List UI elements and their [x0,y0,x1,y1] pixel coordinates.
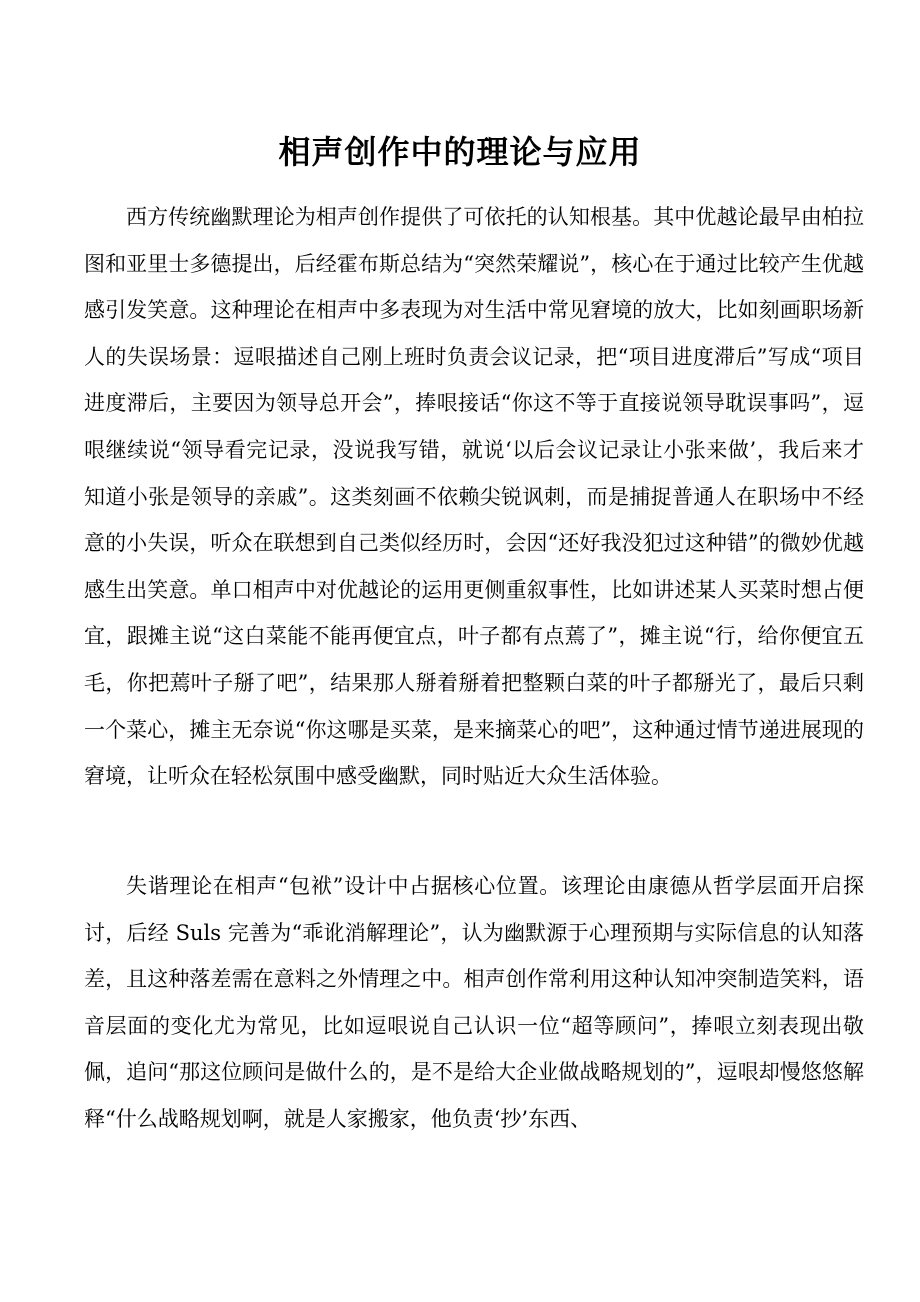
document-title: 相声创作中的理论与应用 [278,133,642,171]
body-paragraph-2: 失谐理论在相声“包袱”设计中占据核心位置。该理论由康德从哲学层面开启探讨，后经 Suls 完善为“乖讹消解理论”，认为幽默源于心理预期与实际信息的认知落差，且这种落差需在意料之外情理之中。相声创作常利用这种认知冲突制造笑料，语音层面的变化尤为常见，比如逗哏说自己认识一位“超等顾问”，捧哏立刻表现出敬佩，追问“那这位顾问是做什么的，是不是给大企业做战略规划的”，逗哏却慢悠悠解释“什么战略规划啊，就是人家搬家，他负责‘抄’东西、 [84,874,864,1131]
body-paragraph-1: 西方传统幽默理论为相声创作提供了可依托的认知根基。其中优越论最早由柏拉图和亚里士多德提出，后经霍布斯总结为“突然荣耀说”，核心在于通过比较产生优越感引发笑意。这种理论在相声中多表现为对生活中常见窘境的放大，比如刻画职场新人的失误场景：逗哏描述自己刚上班时负责会议记录，把“项目进度滞后”写成“项目进度滞后，主要因为领导总开会”，捧哏接话“你这不等于直接说领导耽误事吗”，逗哏继续说“领导看完记录，没说我写错，就说‘以后会议记录让小张来做’，我后来才知道小张是领导的亲戚”。这类刻画不依赖尖锐讽刺，而是捕捉普通人在职场中不经意的小失误，听众在联想到自己类似经历时，会因“还好我没犯过这种错”的微妙优越感生出笑意。单口相声中对优越论的运用更侧重叙事性，比如讲述某人买菜时想占便宜，跟摊主说“这白菜能不能再便宜点，叶子都有点蔫了”，摊主说“行，给你便宜五毛，你把蔫叶子掰了吧”，结果那人掰着掰着把整颗白菜的叶子都掰光了，最后只剩一个菜心，摊主无奈说“你这哪是买菜，是来摘菜心的吧”，这种通过情节递进展现的窘境，让听众在轻松氛围中感受幽默，同时贴近大众生活体验。 [84,205,864,789]
